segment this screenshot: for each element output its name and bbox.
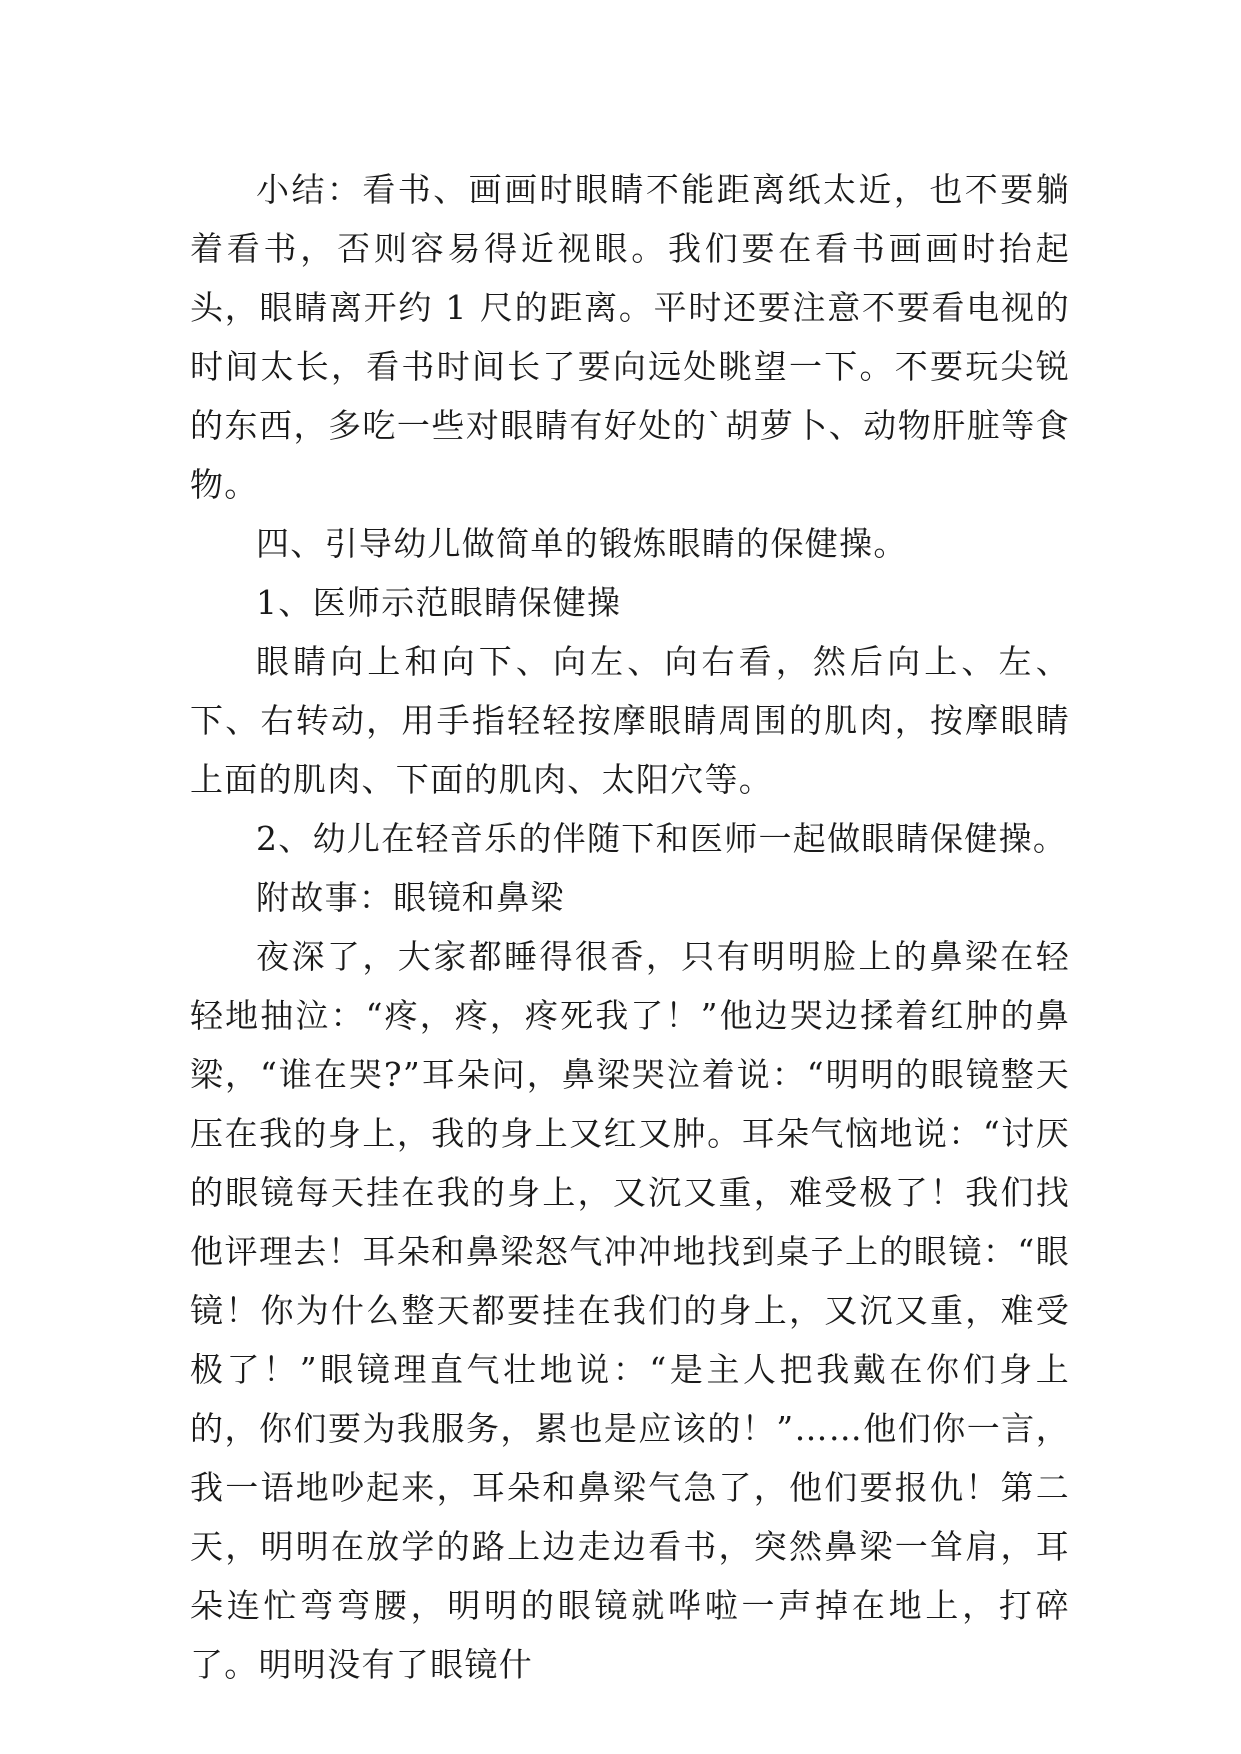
paragraph-step-two: 2、幼儿在轻音乐的伴随下和医师一起做眼睛保健操。: [256, 819, 1068, 858]
paragraph-story-body: 夜深了，大家都睡得很香，只有明明脸上的鼻梁在轻轻地抽泣：“疼，疼，疼死我了！”他边哭边揉着红肿的鼻梁，“谁在哭?”耳朵问，鼻梁哭泣着说：“明明的眼镜整天压在我的身上，我的身上又红又肿。耳朵气恼地说：“讨厌的眼镜每天挂在我的身上，又沉又重，难受极了！我们找他评理去！耳朵和鼻梁怒气冲冲地找到桌子上的眼镜：“眼镜！你为什么整天都要挂在我们的身上，又沉又重，难受极了！”眼镜理直气壮地说：“是主人把我戴在你们身上的，你们要为我服务，累也是应该的！”……他们你一言，我一语地吵起来，耳朵和鼻梁气急了，他们要报仇！第二天，明明在放学的路上边走边看书，突然鼻梁一耸肩，耳朵连忙弯弯腰，明明的眼镜就哗啦一声掉在地上，打碎了。明明没有了眼镜什: [190, 937, 1070, 1684]
paragraph-summary: 小结：看书、画画时眼睛不能距离纸太近，也不要躺着看书，否则容易得近视眼。我们要在看书画画时抬起头，眼睛离开约 1 尺的距离。平时还要注意不要看电视的时间太长，看书时间长了要向远处眺望一下。不要玩尖锐的东西，多吃一些对眼睛有好处的`胡萝卜、动物肝脏等食物。: [190, 170, 1070, 504]
body-text: [190, 160, 1070, 1694]
paragraph-story-title: 附故事：眼镜和鼻梁: [256, 878, 565, 917]
paragraph-step-one: 1、医师示范眼睛保健操: [256, 583, 622, 622]
paragraph-section-four-heading: 四、引导幼儿做简单的锻炼眼睛的保健操。: [256, 524, 908, 563]
paragraph-exercise-description: 眼睛向上和向下、向左、向右看，然后向上、左、下、右转动，用手指轻轻按摩眼睛周围的肌肉，按摩眼睛上面的肌肉、下面的肌肉、太阳穴等。: [190, 642, 1070, 799]
